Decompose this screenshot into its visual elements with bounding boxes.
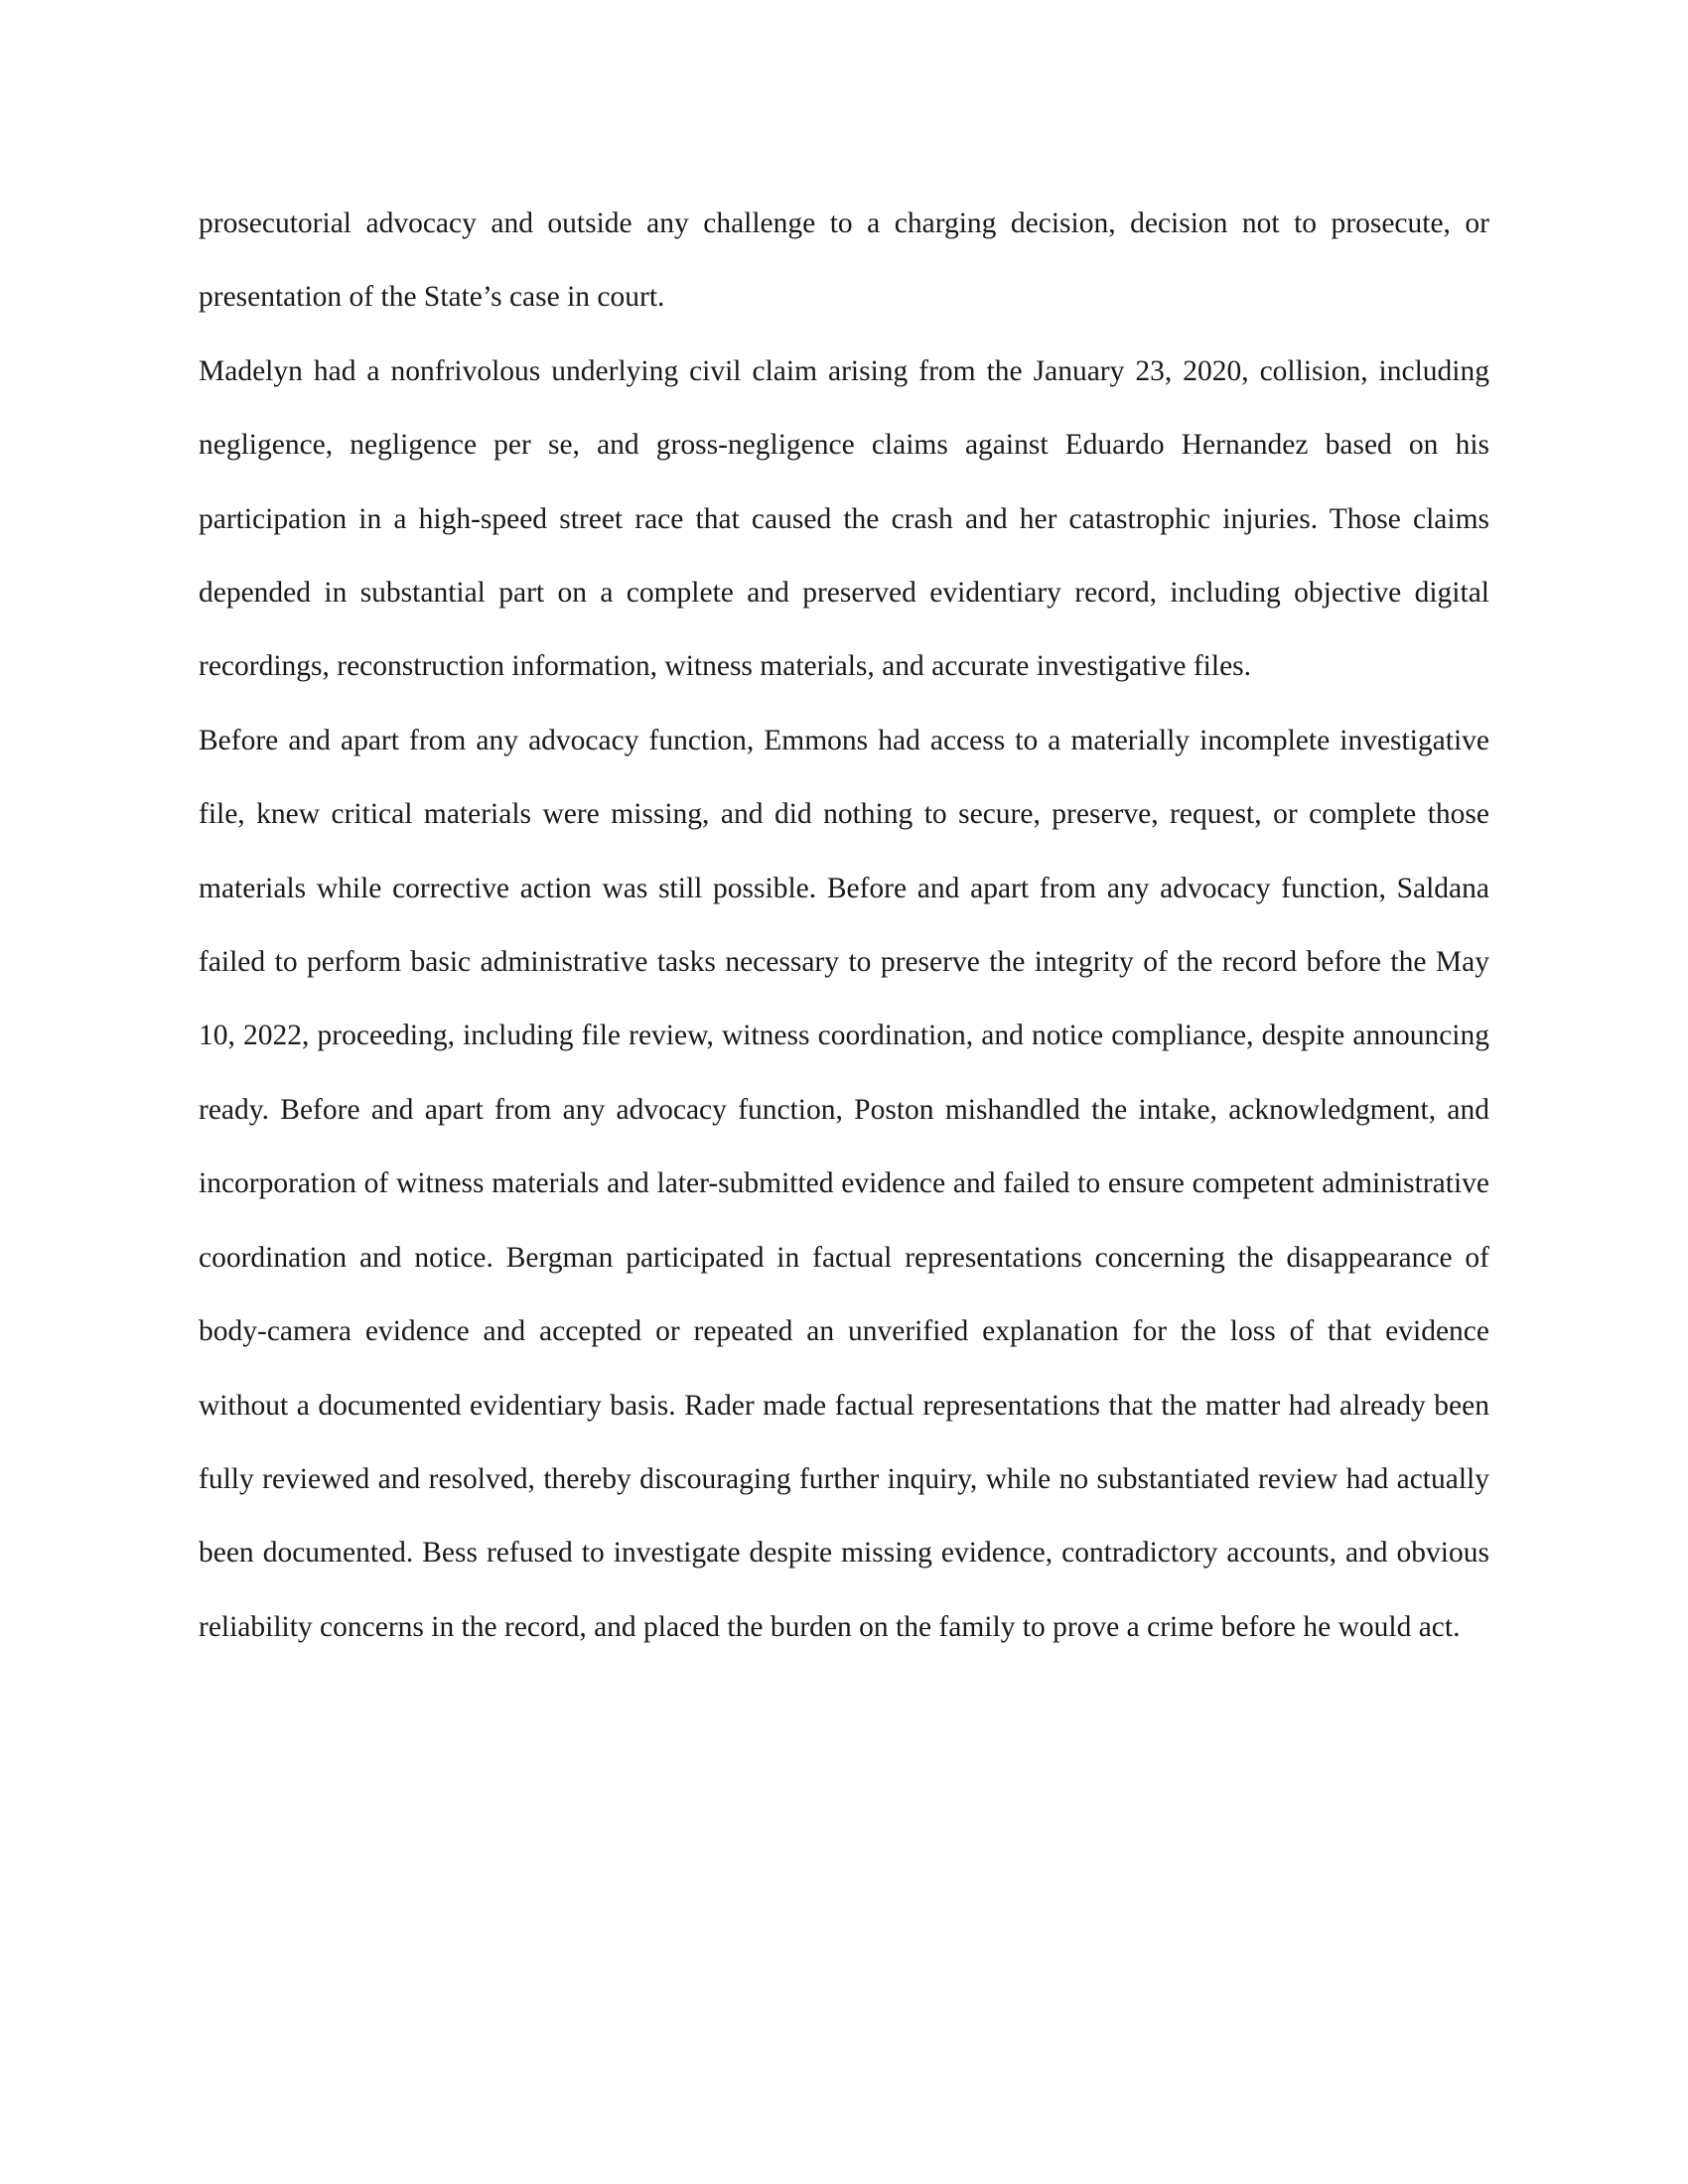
paragraph-continuation: prosecutorial advocacy and outside any challenge to a charging decision, decision not to prosecute, or presentation of the State’s case in court. xyxy=(199,207,1489,314)
paragraph-defendant-conduct: Before and apart from any advocacy function, Emmons had access to a materially incomplete investigative file, knew critical materials were missing, and did nothing to secure, preserve, request, or complete those materials while corrective action was still possible. Before and apart from any advocacy function, Saldana failed to perform basic administrative tasks necessary to preserve the integrity of the record before the May 10, 2022, proceeding, including file review, witness coordination, and notice compliance, despite announcing ready. Before and apart from any advocacy function, Poston mishandled the intake, acknowledgment, and incorporation of witness materials and later-submitted evidence and failed to ensure competent administrative coordination and notice. Bergman participated in factual representations concerning the disappearance of body-camera evidence and accepted or repeated an unverified explanation for the loss of that evidence without a documented evidentiary basis. Rader made factual representations that the matter had already been fully reviewed and resolved, thereby discouraging further inquiry, while no substantiated review had actually been documented. Bess refused to investigate despite missing evidence, contradictory accounts, and obvious reliability concerns in the record, and placed the burden on the family to prove a crime before he would act. xyxy=(199,724,1489,1643)
body-text xyxy=(199,187,1489,1664)
paragraph-underlying-claim: Madelyn had a nonfrivolous underlying civil claim arising from the January 23, 2020, collision, including negligence, negligence per se, and gross-negligence claims against Eduardo Hernandez based on his participation in a high-speed street race that caused the crash and her catastrophic injuries. Those claims depended in substantial part on a complete and preserved evidentiary record, including objective digital recordings, reconstruction information, witness materials, and accurate investigative files. xyxy=(199,354,1489,683)
